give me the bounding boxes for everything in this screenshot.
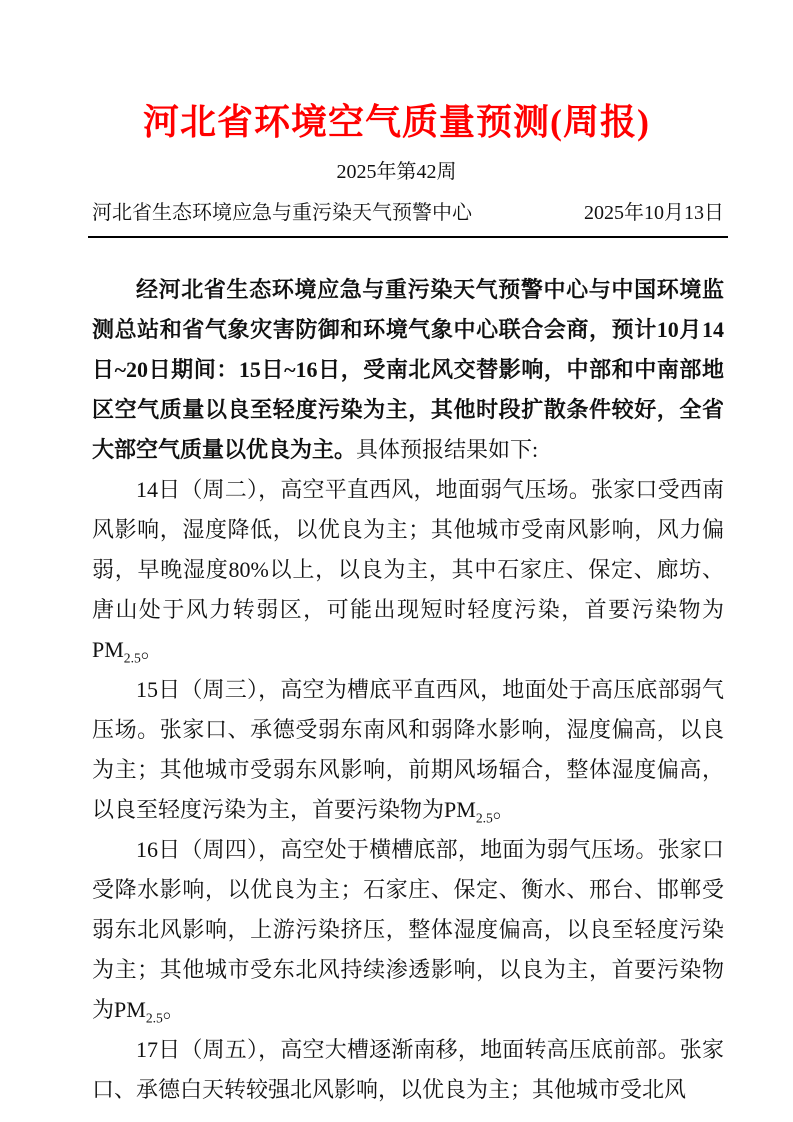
intro-paragraph <box>92 270 724 470</box>
intro-regular-text: 具体预报结果如下: <box>356 437 539 462</box>
intro-bold-text: 经河北省生态环境应急与重污染天气预警中心与中国环境监测总站和省气象灾害防御和环境气象中心联合会商，预计10月14日~20日期间：15日~16日，受南北风交替影响，中部和中南部地区空气质量以良至轻度污染为主，其他时段扩散条件较好，全省大部空气质量以优良为主。 <box>92 277 724 462</box>
forecast-paragraph-day14 <box>92 470 724 670</box>
forecast-day16-text: 16日（周四），高空处于横槽底部，地面为弱气压场。张家口受降水影响，以优良为主；石家庄、保定、衡水、邢台、邯郸受弱东北风影响，上游污染挤压，整体湿度偏高，以良至轻度污染为主；其他城市受东北风持续渗透影响，以良为主，首要污染物为PM <box>92 837 724 1022</box>
header-row <box>92 199 724 227</box>
week-subtitle: 2025年第42周 <box>336 161 457 183</box>
forecast-day15-text: 15日（周三），高空为槽底平直西风，地面处于高压底部弱气压场。张家口、承德受弱东南风和弱降水影响，湿度偏高，以良为主；其他城市受弱东风影响，前期风场辐合，整体湿度偏高，以良至轻度污染为主，首要污染物为PM <box>92 677 724 822</box>
forecast-day15-tail: 。 <box>492 797 515 822</box>
issue-date: 2025年10月13日 <box>584 202 724 224</box>
forecast-paragraph-day17 <box>92 1030 724 1110</box>
page-title: 河北省环境空气质量预测(周报) <box>143 102 650 142</box>
forecast-day17-text: 17日（周五），高空大槽逐渐南移，地面转高压底前部。张家口、承德白天转较强北风影响，以优良为主；其他城市受北风 <box>92 1037 724 1102</box>
pm25-subscript: 2.5 <box>145 1010 163 1026</box>
forecast-day14-text: 14日（周二），高空平直西风，地面弱气压场。张家口受西南风影响，湿度降低，以优良为主；其他城市受南风影响，风力偏弱，早晚湿度80%以上，以良为主，其中石家庄、保定、廊坊、唐山处于风力转弱区，可能出现短时轻度污染，首要污染物为PM <box>92 477 724 662</box>
forecast-day14-tail: 。 <box>140 637 163 662</box>
pm25-subscript: 2.5 <box>475 810 493 826</box>
pm25-subscript: 2.5 <box>123 650 141 666</box>
document-body <box>92 270 724 1110</box>
forecast-day16-tail: 。 <box>162 997 185 1022</box>
header-divider <box>88 236 728 238</box>
forecast-paragraph-day15 <box>92 670 724 830</box>
issuer-name: 河北省生态环境应急与重污染天气预警中心 <box>92 202 472 224</box>
forecast-paragraph-day16 <box>92 830 724 1030</box>
